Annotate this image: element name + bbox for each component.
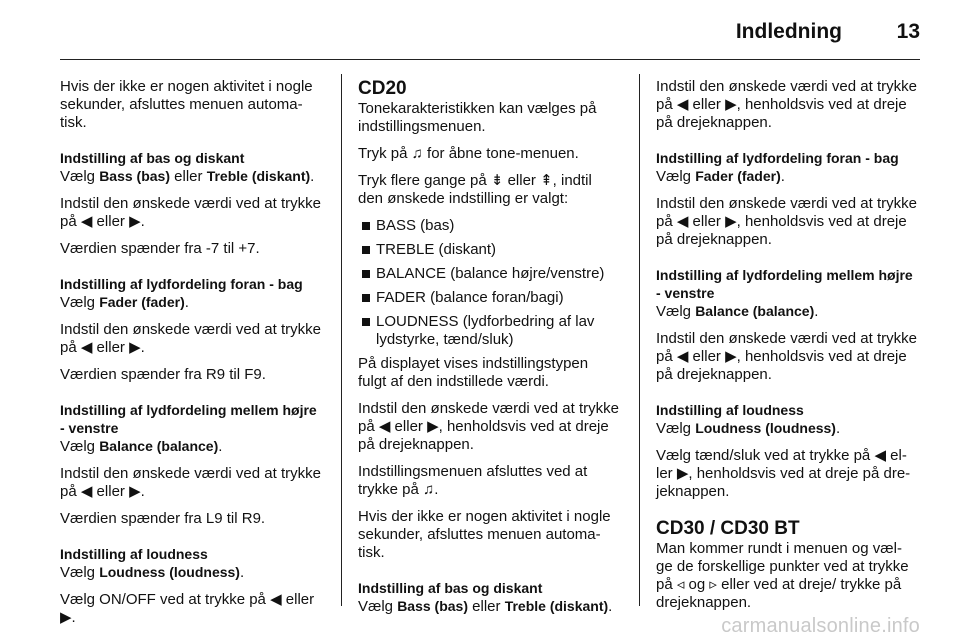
menu-option-loudness: Loudness (loudness) xyxy=(99,564,240,580)
set-value-paragraph: Indstil den ønskede værdi ved at trykke på ◀ eller ▶. xyxy=(60,465,321,500)
exit-menu-paragraph: Indstillingsmenuen afsluttes ved at trykke på ♫. xyxy=(358,463,588,498)
list-item: BASS (bas) xyxy=(358,217,620,235)
list-item: LOUDNESS (lydforbedring af lav lydstyrke, tænd/sluk) xyxy=(358,313,620,349)
loudness-toggle-paragraph: Vælg tænd/sluk ved at trykke på ◀ el‐ler ▶, henholdsvis ved at dreje på dre‐jeknappen. xyxy=(656,447,911,500)
set-value-paragraph: Vælg ON/OFF ved at trykke på ◀ eller ▶. xyxy=(60,591,315,626)
page-number: 13 xyxy=(896,20,920,43)
menu-option-balance: Balance (balance) xyxy=(695,303,815,319)
section-heading-balance: Indstilling af lydfordeling mellem højre - venstre xyxy=(60,402,317,436)
section-heading-fader: Indstilling af lydfordeling foran - bag xyxy=(60,276,303,292)
select-paragraph: Vælg Fader (fader). xyxy=(60,294,189,311)
column-divider-1 xyxy=(341,74,342,606)
timeout-paragraph: Hvis der ikke er nogen aktivitet i nogle sekunder, afsluttes menuen automa‐tisk. xyxy=(60,78,313,131)
navigation-paragraph: Man kommer rundt i menuen og væl‐ge de forskellige punkter ved at trykke på ◃ og ▹ eller ved at dreje/ trykke på drejeknappen. xyxy=(656,540,909,611)
page-title: Indledning xyxy=(735,20,842,43)
section-heading-loudness: Indstilling af loudness xyxy=(60,546,208,562)
section-title-cd20: CD20 xyxy=(358,78,407,99)
set-value-paragraph: Indstil den ønskede værdi ved at trykke på ◀ eller ▶, henholdsvis ved at dreje på drejeknappen. xyxy=(358,400,619,453)
select-paragraph: Vælg Loudness (loudness). xyxy=(656,420,841,437)
select-paragraph: Vælg Balance (balance). xyxy=(60,438,223,455)
column-2 xyxy=(358,78,620,625)
select-paragraph: Vælg Bass (bas) eller Treble (diskant). xyxy=(60,168,315,185)
select-paragraph: Vælg Loudness (loudness). xyxy=(60,564,245,581)
header-divider xyxy=(60,59,920,60)
page-header xyxy=(0,0,960,60)
set-value-paragraph: Indstil den ønskede værdi ved at trykke på ◀ eller ▶. xyxy=(60,321,321,356)
select-paragraph: Vælg Fader (fader). xyxy=(656,168,785,185)
column-3 xyxy=(656,78,918,621)
menu-option-loudness: Loudness (loudness) xyxy=(695,420,836,436)
section-heading-fader: Indstilling af lydfordeling foran - bag xyxy=(656,150,899,166)
set-value-paragraph: Indstil den ønskede værdi ved at trykke på ◀ eller ▶. xyxy=(60,195,321,230)
set-value-paragraph: Indstil den ønskede værdi ved at trykke på ◀ eller ▶, henholdsvis ved at dreje på drejeknappen. xyxy=(656,78,917,131)
tone-menu-paragraph: Tryk på ♫ for åbne tone-menuen. xyxy=(358,145,579,162)
menu-option-treble: Treble (diskant) xyxy=(504,598,609,614)
list-item: FADER (balance foran/bagi) xyxy=(358,289,620,307)
section-heading-bass-treble: Indstilling af bas og diskant xyxy=(358,580,543,596)
column-divider-2 xyxy=(639,74,640,606)
list-item: BALANCE (balance højre/venstre) xyxy=(358,265,620,283)
section-heading-loudness: Indstilling af loudness xyxy=(656,402,804,418)
watermark: carmanualsonline.info xyxy=(721,615,920,637)
section-title-cd30: CD30 / CD30 BT xyxy=(656,518,800,539)
menu-option-bass: Bass (bas) xyxy=(397,598,468,614)
menu-option-bass: Bass (bas) xyxy=(99,168,170,184)
column-1 xyxy=(60,78,322,636)
range-paragraph: Værdien spænder fra R9 til F9. xyxy=(60,366,266,383)
settings-list xyxy=(358,217,620,349)
repeat-press-paragraph: Tryk flere gange på ⇟ eller ⇞, indtil den ønskede indstilling er valgt: xyxy=(358,172,592,207)
menu-option-fader: Fader (fader) xyxy=(99,294,185,310)
set-value-paragraph: Indstil den ønskede værdi ved at trykke på ◀ eller ▶, henholdsvis ved at dreje på drejeknappen. xyxy=(656,195,917,248)
list-item: TREBLE (diskant) xyxy=(358,241,620,259)
menu-option-treble: Treble (diskant) xyxy=(206,168,311,184)
intro-paragraph: Tonekarakteristikken kan vælges på indstillingsmenuen. xyxy=(358,100,597,135)
timeout-paragraph: Hvis der ikke er nogen aktivitet i nogle sekunder, afsluttes menuen automa‐tisk. xyxy=(358,508,611,561)
range-paragraph: Værdien spænder fra -7 til +7. xyxy=(60,240,260,257)
range-paragraph: Værdien spænder fra L9 til R9. xyxy=(60,510,266,527)
display-paragraph: På displayet vises indstillingstypen fulgt af den indstillede værdi. xyxy=(358,355,589,390)
select-paragraph: Vælg Bass (bas) eller Treble (diskant). xyxy=(358,598,613,615)
set-value-paragraph: Indstil den ønskede værdi ved at trykke på ◀ eller ▶, henholdsvis ved at dreje på drejeknappen. xyxy=(656,330,917,383)
menu-option-balance: Balance (balance) xyxy=(99,438,219,454)
section-heading-balance: Indstilling af lydfordeling mellem højre - venstre xyxy=(656,267,913,301)
menu-option-fader: Fader (fader) xyxy=(695,168,781,184)
section-heading-bass-treble: Indstilling af bas og diskant xyxy=(60,150,245,166)
select-paragraph: Vælg Balance (balance). xyxy=(656,303,819,320)
